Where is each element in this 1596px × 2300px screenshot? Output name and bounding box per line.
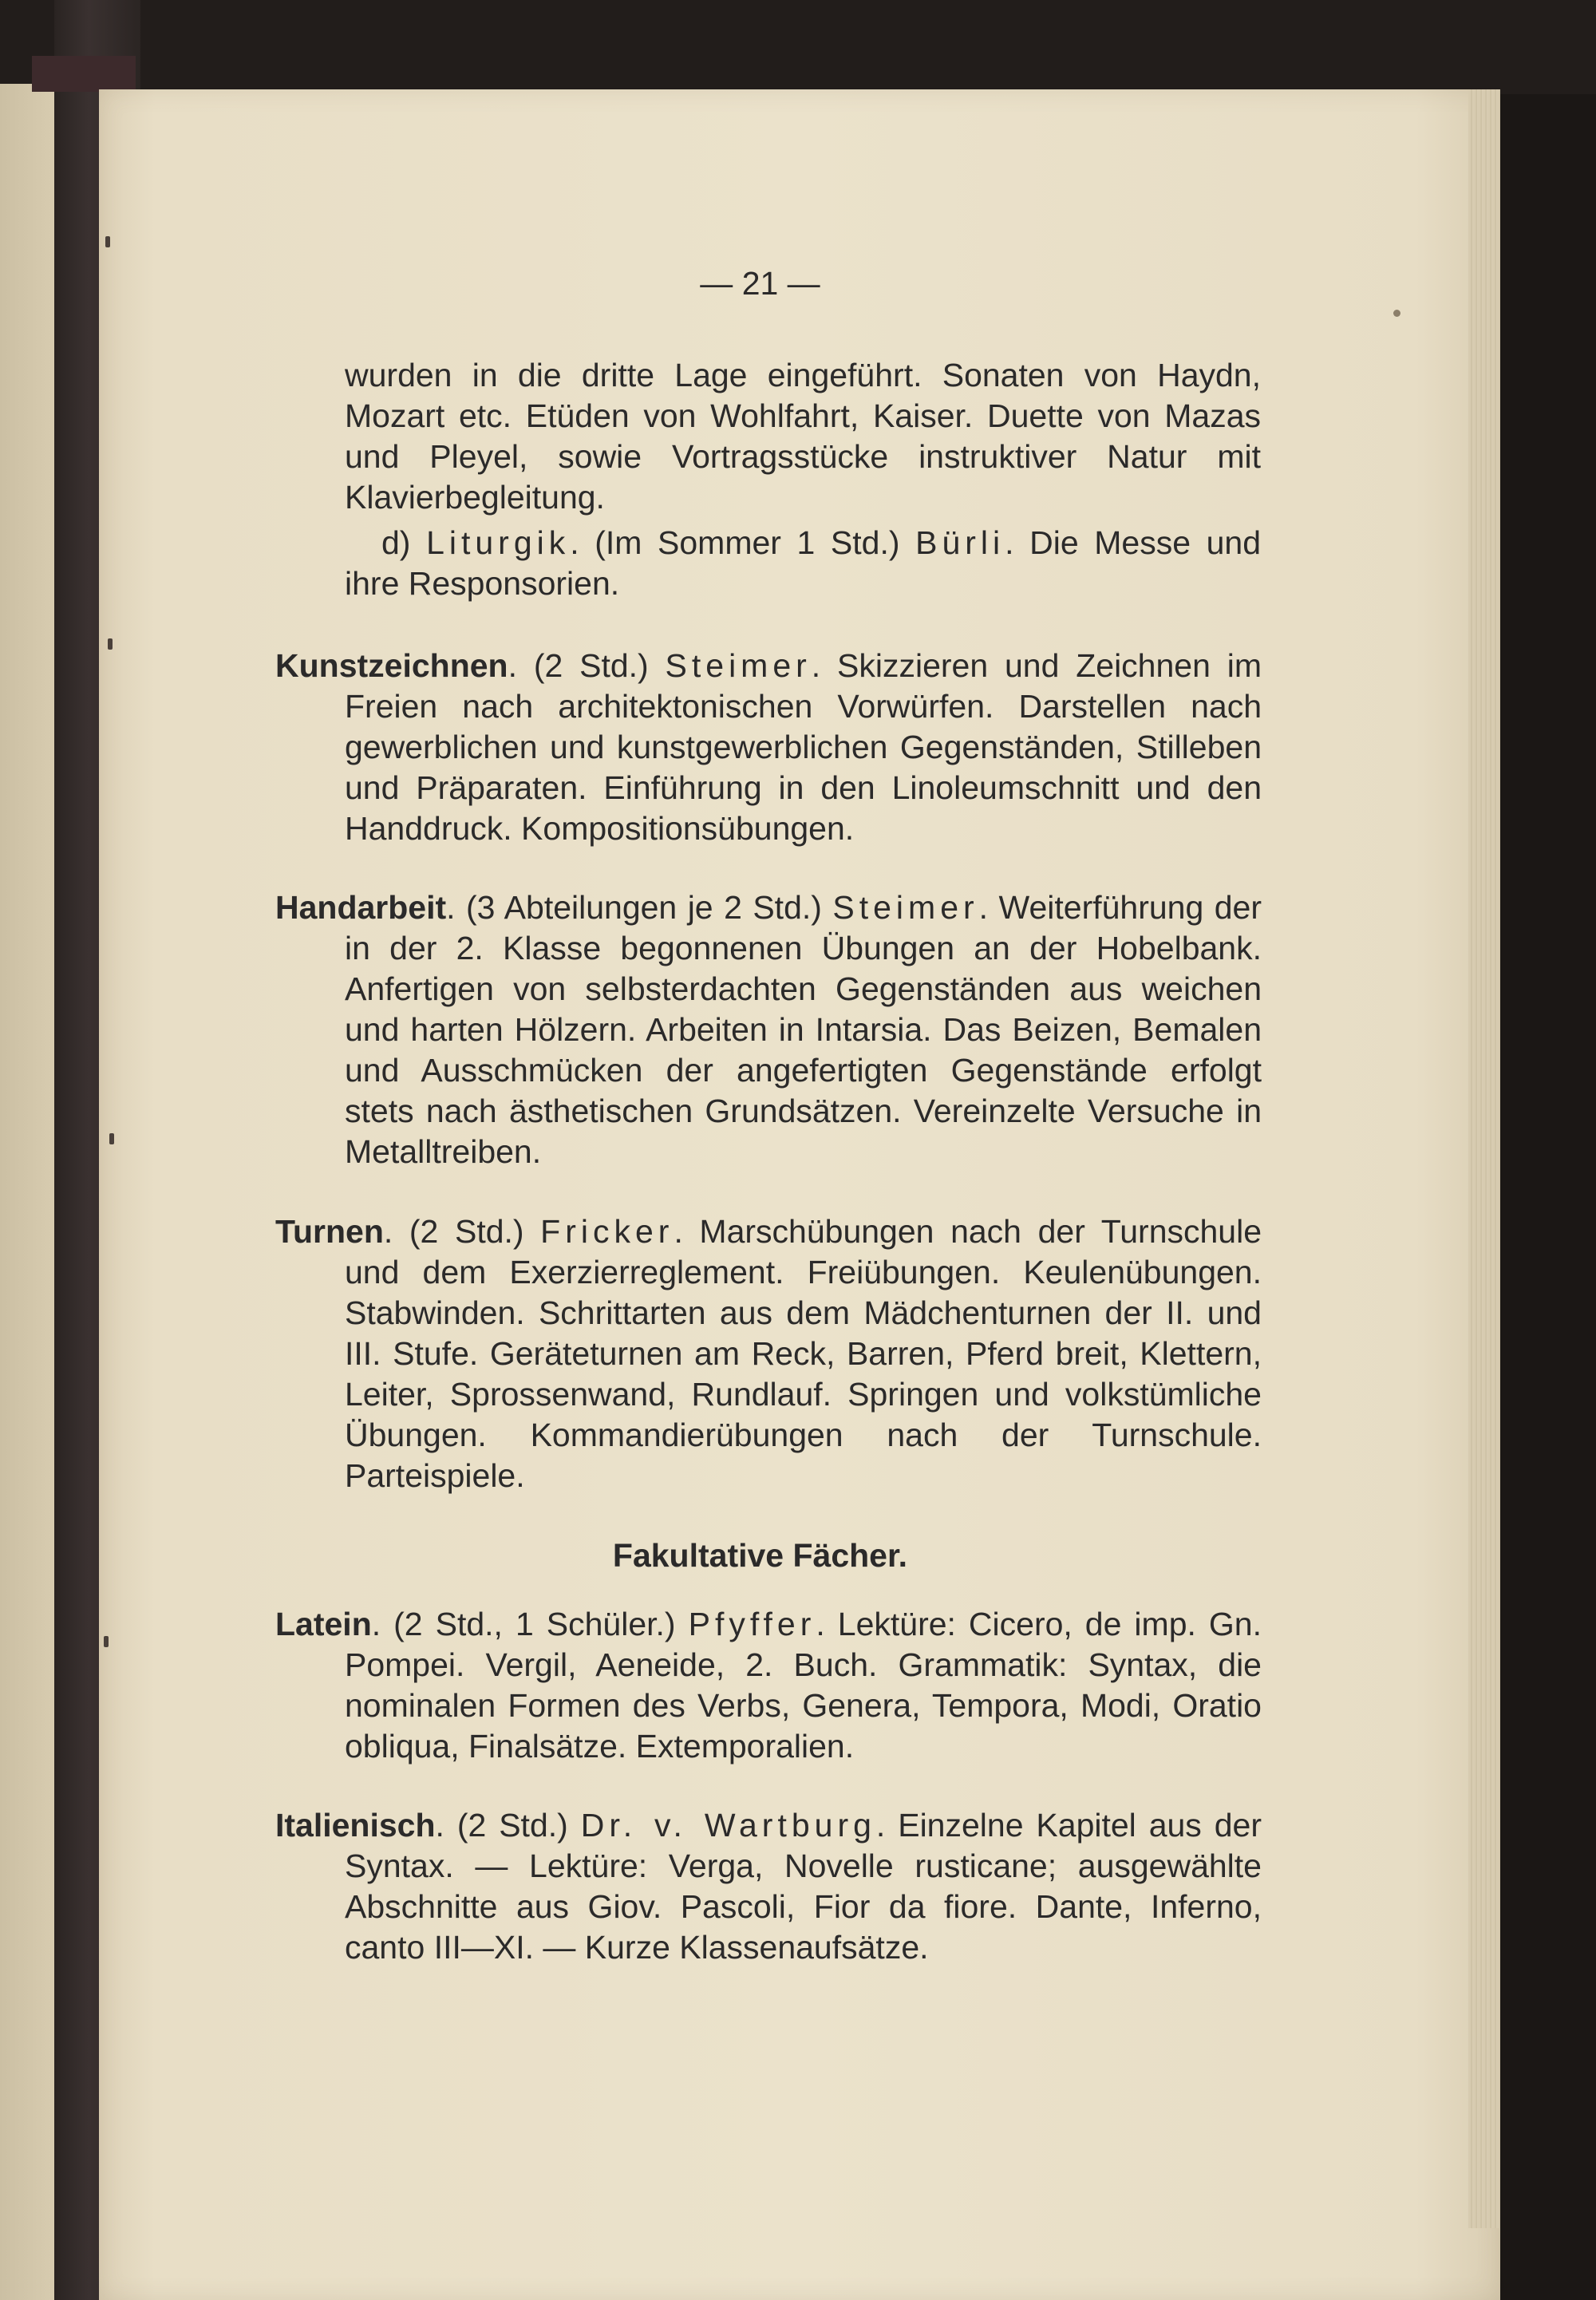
ink-dot [1393, 310, 1400, 317]
entry-teacher: Steimer [665, 647, 812, 684]
liturgik-text: . Die Messe und ihre Responsorien. [345, 524, 1262, 602]
entry-kunstzeichnen [275, 646, 1262, 849]
entry-hours: . (2 Std., 1 Schüler.) [371, 1606, 689, 1642]
entry-subject: Kunstzeichnen [275, 647, 508, 684]
entry-text: . Lektüre: Cicero, de imp. Gn. Pompei. Vergil, Aeneide, 2. Buch. Grammatik: Syntax, die nominalen Formen des Verbs, Genera, Tempora, Modi, Oratio obliqua, Finalsätze. Extemporalien. [345, 1606, 1262, 1765]
binding-ribbon [32, 56, 136, 92]
entry-turnen [275, 1211, 1262, 1496]
entry-text: . Marschübungen nach der Turnschule und dem Exerzierreglement. Freiübungen. Keulenübungen. Stabwinden. Schrittarten aus dem Mädchenturnen der II. und III. Stufe. Geräteturnen am Reck, Barren, Pferd breit, Klettern, Leiter, Sprossenwand, Rundlauf. Springen und volkstümliche Übungen. Kommandierübungen nach der Turnschule. Parteispiele. [345, 1213, 1262, 1494]
intro-paragraph: wurden in die dritte Lage eingeführt. Sonaten von Haydn, Mozart etc. Etüden von Wohlfahrt, Kaiser. Duette von Mazas und Pleyel, sowie Vortragsstücke instruktiver Natur mit Klavierbegleitung. [345, 357, 1261, 516]
entry-text: . Skizzieren und Zeichnen im Freien nach architektonischen Vorwürfen. Darstellen nach gewerblichen und kunstgewerblichen Gegenständen, Stilleben und Präparaten. Einführung in den Linoleumschnitt und den Handdruck. Kompositionsübungen. [345, 647, 1262, 847]
liturgik-hours: . (Im Sommer 1 Std.) [570, 524, 916, 561]
entry-italienisch [275, 1805, 1262, 1968]
section-title: Fakultative Fächer. [612, 1537, 908, 1574]
entry-teacher: Pfyffer [688, 1606, 816, 1642]
entry-subject: Italienisch [275, 1807, 436, 1844]
margin-mark [105, 236, 110, 247]
margin-mark [109, 1133, 114, 1144]
page-number: — 21 — [700, 265, 820, 302]
margin-mark [108, 638, 113, 650]
entry-hours: . (2 Std.) [435, 1807, 581, 1844]
liturgik-teacher: Bürli [915, 524, 1005, 561]
margin-mark [104, 1636, 109, 1647]
entry-subject: Turnen [275, 1213, 384, 1250]
entry-subject: Latein [275, 1606, 372, 1642]
entry-teacher: Dr. v. Wartburg [580, 1807, 876, 1844]
background-dark-top [0, 0, 1596, 94]
entry-hours: . (2 Std.) [383, 1213, 541, 1250]
entry-hours: . (2 Std.) [508, 647, 666, 684]
liturgik-subject: Liturgik [426, 524, 571, 561]
entry-subject: Handarbeit [275, 889, 447, 926]
page-stack-edge [1468, 89, 1500, 2228]
entry-text: . Weiterführung der in der 2. Klasse begonnenen Übungen an der Hobelbank. Anfertigen von selbsterdachten Gegenständen aus weichen und harten Hölzern. Arbeiten in Intarsia. Das Beizen, Bemalen und Ausschmücken der angefertigten Gegenstände erfolgt stets nach ästhetischen Grundsätzen. Vereinzelte Versuche in Metalltreiben. [345, 889, 1262, 1170]
liturgik-prefix: d) [381, 524, 427, 561]
entry-hours: . (3 Abteilungen je 2 Std.) [446, 889, 833, 926]
entry-teacher: Steimer [832, 889, 979, 926]
entry-teacher: Fricker [540, 1213, 674, 1250]
liturgik-paragraph [345, 523, 1261, 604]
entry-handarbeit [275, 887, 1262, 1172]
entry-text: . Einzelne Kapitel aus der Syntax. — Lektüre: Verga, Novelle rusticane; ausgewählte Abschnitte aus Giov. Pascoli, Fior da fiore. Dante, Inferno, canto III—XI. — Kurze Klassenaufsätze. [345, 1807, 1262, 1966]
entry-latein [275, 1604, 1262, 1767]
